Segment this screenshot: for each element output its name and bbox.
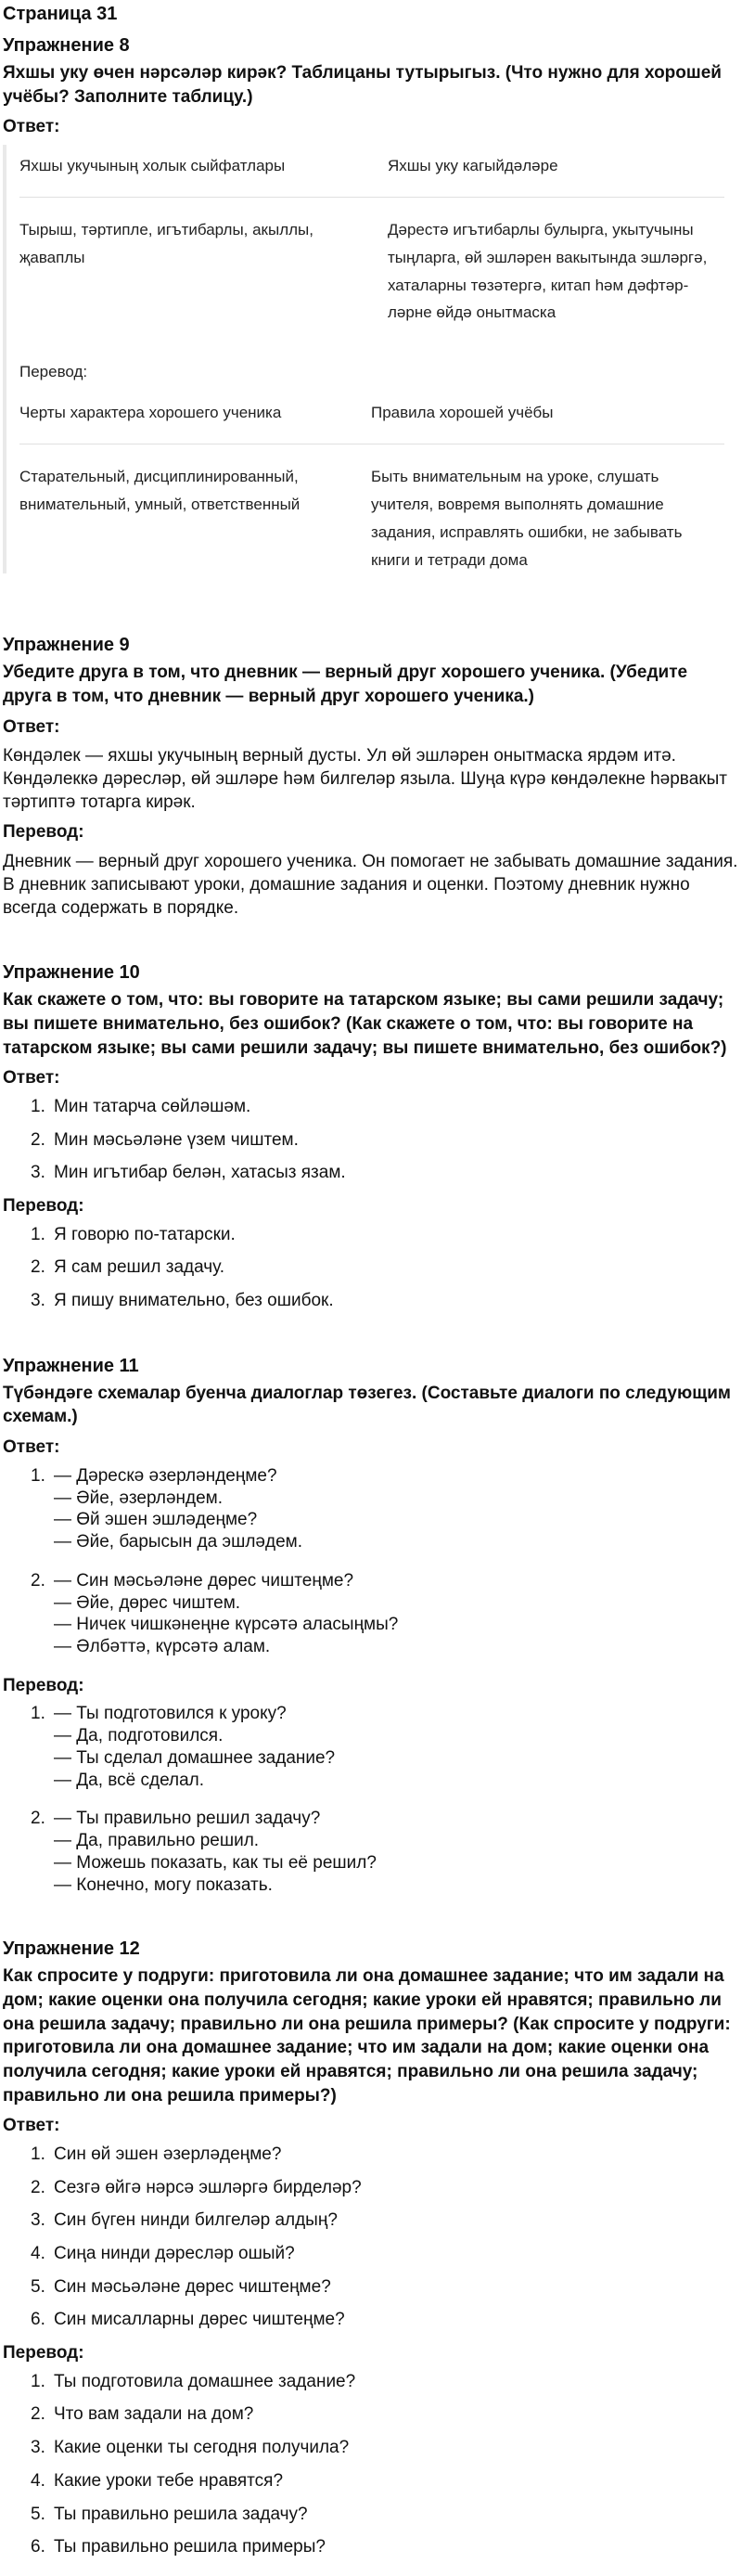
list-item — [3, 2437, 739, 2460]
list-number: 5. — [31, 2276, 45, 2297]
list-item-text: Ты правильно решила задачу? — [54, 2504, 308, 2524]
list-item — [3, 2403, 739, 2427]
answer-list — [3, 1096, 739, 1185]
exercise-task: Как спросите у подруги: приготовила ли она домашнее задание; что им задали на дом; какие оценки она получила сегодня; какие уроки ей нравятся; правильно ли она решила задачу; правильно ли она решила примеры? (Как спросите у подруги: приготовила ли она домашнее задание; что им задали на дом; какие оценки она получила сегодня; какие уроки ей нравятся; правильно ли она решила задачу; правильно ли она решила примеры?) — [3, 1966, 731, 2106]
list-number: 4. — [31, 2244, 45, 2264]
dialog-line: — Да, подготовился. — [54, 1726, 224, 1746]
list-number: 1. — [31, 2144, 45, 2164]
exercise-10 — [3, 960, 739, 1312]
table-header-cell: Черты характера хорошего ученика — [19, 392, 371, 444]
answer-label: Ответ: — [3, 117, 60, 137]
dialog-line: — Әйе, әзерләндем. — [54, 1488, 224, 1508]
dialog-line: — Ничек чишкәнеңне күрсәтә аласыңмы? — [54, 1615, 399, 1635]
list-item — [3, 2371, 739, 2394]
list-item — [3, 2209, 739, 2233]
list-item-text: Мин игътибар белән, хатасыз язам. — [54, 1163, 346, 1183]
list-number: 1. — [31, 1224, 45, 1244]
translation-label: Перевод: — [3, 2343, 84, 2363]
answer-table-tatar — [19, 145, 724, 327]
table-header-row — [19, 392, 724, 444]
list-item-text: Я сам решил задачу. — [54, 1257, 225, 1278]
translation-label: Перевод: — [3, 1196, 84, 1217]
dialog-line: — Әйе, барысын да эшләдем. — [54, 1532, 302, 1552]
dialog-line: — Син мәсьәләне дөрес чиштеңме? — [54, 1570, 354, 1591]
dialog-line: — Ты подготовился к уроку? — [54, 1704, 287, 1724]
list-item-text: Я пишу внимательно, без ошибок. — [54, 1291, 334, 1311]
list-item — [3, 1290, 739, 1313]
dialog-line: — Өй эшен эшләдеңме? — [54, 1510, 258, 1530]
list-item — [3, 2504, 739, 2527]
dialog-line: — Әйе, дөрес чиштем. — [54, 1592, 241, 1613]
dialog-line: — Можешь показать, как ты её решил? — [54, 1852, 377, 1873]
list-item — [3, 2309, 739, 2332]
dialog-line: — Конечно, могу показать. — [54, 1874, 273, 1895]
list-item-text: Сезгә өйгә нәрсә эшләргә бирделәр? — [54, 2177, 362, 2197]
table-cell: Дәрестә игътибарлы булырга, укытучыны тыңларга, өй эшләрен вакытында эшләргә, хаталарны төзәтергә, китап һәм дәфтәр-ләрне өйдә онытмаска — [388, 221, 708, 322]
list-item — [3, 1256, 739, 1280]
list-number: 6. — [31, 2537, 45, 2557]
page — [0, 2, 742, 2559]
table-header-cell: Яхшы укучының холык сыйфатлары — [19, 145, 388, 198]
list-number: 3. — [31, 1163, 45, 1183]
list-item-text: Какие оценки ты сегодня получила? — [54, 2438, 350, 2458]
list-item — [3, 2243, 739, 2266]
exercise-title: Упражнение 9 — [3, 635, 130, 656]
list-item-text: Син өй эшен әзерләдеңме? — [54, 2144, 282, 2164]
exercise-12 — [3, 1937, 739, 2558]
exercise-title: Упражнение 10 — [3, 962, 140, 984]
list-item-text: Я говорю по-татарски. — [54, 1224, 236, 1244]
dialog-item — [3, 1808, 739, 1896]
exercise-task: Убедите друга в том, что дневник — верный друг хорошего ученика. (Убедите друга в том, что дневник — верный друг хорошего ученика.) — [3, 663, 688, 706]
list-item-text: Какие уроки тебе нравятся? — [54, 2470, 284, 2491]
dialog-item — [3, 1465, 739, 1553]
list-number: 6. — [31, 2310, 45, 2330]
answer-label: Ответ: — [3, 2116, 60, 2136]
translation-list — [3, 2371, 739, 2559]
translation-label: Перевод: — [3, 1675, 84, 1695]
list-item-text: Ты подготовила домашнее задание? — [54, 2371, 356, 2391]
list-number: 1. — [31, 1704, 45, 1724]
translation-label: Перевод: — [19, 363, 88, 381]
list-item — [3, 1162, 739, 1185]
list-number: 1. — [31, 1465, 45, 1486]
table-cell: Тырыш, тәртипле, игътибарлы, акыллы, җаваплы — [19, 221, 313, 266]
list-number: 3. — [31, 1291, 45, 1311]
list-number: 1. — [31, 2371, 45, 2391]
answer-label: Ответ: — [3, 716, 60, 737]
exercise-title: Упражнение 8 — [3, 35, 130, 56]
list-item-text: Син мисалларны дөрес чиштеңме? — [54, 2310, 345, 2330]
list-number: 4. — [31, 2470, 45, 2491]
page-heading: Страница 31 — [3, 4, 118, 24]
list-item — [3, 2177, 739, 2200]
table-cell: Старательный, дисциплинированный, внимательный, умный, ответственный — [19, 468, 301, 513]
answer-list — [3, 2144, 739, 2332]
dialog-line: — Ты правильно решил задачу? — [54, 1809, 321, 1829]
exercise-title: Упражнение 11 — [3, 1355, 139, 1376]
list-item — [3, 2536, 739, 2559]
table-cell: Быть внимательным на уроке, слушать учителя, вовремя выполнять домашние задания, исправлять ошибки, не забывать книги и тетради дома — [371, 468, 683, 569]
list-number: 3. — [31, 2210, 45, 2231]
list-item-text: Мин татарча сөйләшәм. — [54, 1096, 251, 1116]
list-item — [3, 1129, 739, 1153]
list-item — [3, 1224, 739, 1247]
list-item-text: Син мәсьәләне дөрес чиштеңме? — [54, 2276, 331, 2297]
dialog-list — [3, 1465, 739, 1658]
list-number: 2. — [31, 2177, 45, 2197]
translation-text: Дневник — верный друг хорошего ученика. Он помогает не забывать домашние задания. В дневник записывают уроки, домашние задания и оценки. Поэтому дневник нужно всегда содержать в порядке. — [3, 852, 738, 919]
list-number: 2. — [31, 1809, 45, 1829]
dialog-item — [3, 1703, 739, 1791]
list-item-text: Ты правильно решила примеры? — [54, 2537, 326, 2557]
dialog-translation-list — [3, 1703, 739, 1896]
table-header-cell: Яхшы уку кагыйдәләре — [388, 145, 724, 198]
table-header-cell: Правила хорошей учёбы — [371, 392, 724, 444]
list-number: 2. — [31, 1570, 45, 1591]
list-item — [3, 2470, 739, 2493]
exercise-task: Яхшы уку өчен нәрсәләр кирәк? Таблицаны тутырыгыз. (Что нужно для хорошей учёбы? Заполните таблицу.) — [3, 63, 722, 107]
list-item — [3, 2144, 739, 2167]
list-number: 2. — [31, 1129, 45, 1150]
exercise-9 — [3, 633, 739, 920]
exercise-8 — [3, 33, 739, 573]
dialog-line: — Әлбәттә, күрсәтә алам. — [54, 1637, 271, 1657]
dialog-item — [3, 1570, 739, 1658]
list-number: 2. — [31, 1257, 45, 1278]
translation-label: Перевод: — [3, 822, 84, 843]
answer-table-box — [3, 145, 724, 573]
list-item-text: Сиңа нинди дәресләр ошый? — [54, 2244, 295, 2264]
dialog-line: — Да, всё сделал. — [54, 1770, 205, 1790]
table-row — [19, 444, 724, 574]
list-item-text: Что вам задали на дом? — [54, 2404, 254, 2425]
list-item-text: Мин мәсьәләне үзем чиштем. — [54, 1129, 299, 1150]
exercise-task: Как скажете о том, что: вы говорите на татарском языке; вы сами решили задачу; вы пишете внимательно, без ошибок? (Как скажете о том, что: вы говорите на татарском языке; вы сами решили задачу; вы пишете внимательно, без ошибок?) — [3, 990, 727, 1058]
exercise-11 — [3, 1354, 739, 1897]
list-item-text: Син бүген нинди билгеләр алдың? — [54, 2210, 338, 2231]
dialog-line: — Дәрескә әзерләндеңме? — [54, 1465, 277, 1486]
answer-table-russian — [19, 392, 724, 573]
exercise-title: Упражнение 12 — [3, 1938, 140, 1960]
list-number: 1. — [31, 1096, 45, 1116]
dialog-line: — Да, правильно решил. — [54, 1831, 260, 1851]
answer-text: Көндәлек — яхшы укучының верный дусты. Ул өй эшләрен онытмаска ярдәм итә. Көндәлеккә дәресләр, өй эшләре һәм билгеләр языла. Шуңа күрә көндәлекне һәрвакыт тәртиптә тотарга кирәк. — [3, 746, 727, 813]
list-number: 3. — [31, 2438, 45, 2458]
list-item — [3, 2276, 739, 2299]
exercise-task: Түбәндәге схемалар буенча диалоглар төзегез. (Составьте диалоги по следующим схемам.) — [3, 1383, 731, 1427]
list-number: 2. — [31, 2404, 45, 2425]
list-number: 5. — [31, 2504, 45, 2524]
answer-label: Ответ: — [3, 1437, 60, 1458]
translation-list — [3, 1224, 739, 1313]
answer-label: Ответ: — [3, 1068, 60, 1088]
table-row — [19, 198, 724, 328]
dialog-line: — Ты сделал домашнее задание? — [54, 1747, 336, 1768]
table-header-row — [19, 145, 724, 198]
list-item — [3, 1096, 739, 1119]
